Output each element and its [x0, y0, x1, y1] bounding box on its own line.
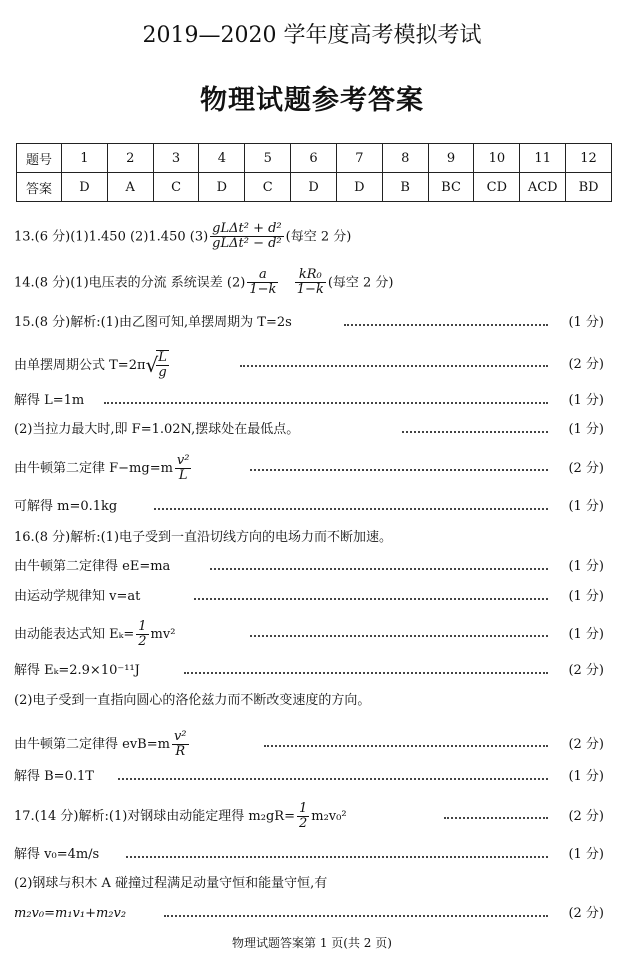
answer-cell: B [382, 173, 428, 202]
q13-line [14, 222, 612, 252]
answer-cell: D [199, 173, 245, 202]
q15-text-2-pre: 由单摆周期公式 T=2π [14, 357, 146, 373]
q16-text-4 [14, 618, 175, 652]
q16-score-2: (1 分) [568, 559, 604, 574]
answer-cell: C [245, 173, 291, 202]
question-number-cell: 7 [336, 144, 382, 173]
q15-sqrt-denominator: g [158, 365, 167, 380]
q13-fraction [210, 222, 283, 252]
answer-cell: BC [428, 173, 474, 202]
q15-line-6 [14, 496, 612, 518]
row-label-question: 题号 [17, 144, 62, 173]
q16-score-5: (2 分) [568, 663, 604, 678]
q15-line-4 [14, 419, 612, 441]
q16-text-7 [14, 728, 191, 762]
answer-key-title: 物理试题参考答案 [200, 85, 424, 116]
q17-line-1 [14, 800, 612, 834]
q15-text-3: 解得 L=1m [14, 393, 85, 408]
q16-line-2 [14, 556, 612, 578]
answer-cell: D [62, 173, 108, 202]
q17-line-2 [14, 844, 612, 866]
q13-numerator: gLΔt² + d² [212, 221, 282, 236]
q17-f-numerator: 1 [298, 800, 308, 816]
answer-table [16, 143, 612, 202]
question-number-cell: 6 [291, 144, 337, 173]
leader-dots [240, 365, 548, 367]
q15-fraction [175, 454, 192, 484]
q15-f-numerator: v² [176, 452, 190, 468]
q17-text-3: (2)钢球与积木 A 碰撞过程满足动量守恒和能量守恒,有 [14, 876, 328, 891]
leader-dots [444, 817, 548, 819]
radical-icon: √ [145, 353, 159, 377]
q16-line-5 [14, 660, 612, 682]
q17-text-1-post: m₂v₀² [311, 809, 347, 824]
q15-sqrt-numerator: L [158, 349, 167, 365]
q14-fraction-1 [247, 268, 278, 298]
q16-score-3: (1 分) [568, 589, 604, 604]
q15-f-denominator: L [178, 468, 188, 483]
q14-suffix: (每空 2 分) [327, 275, 394, 291]
q15-text-5-pre: 由牛顿第二定律 F−mg=m [14, 461, 173, 476]
q13-denominator: gLΔt² − d² [212, 236, 282, 252]
question-number-cell: 9 [428, 144, 474, 173]
q14-f2-numerator: kR₀ [295, 268, 326, 283]
q15-line-5 [14, 452, 612, 486]
q16-text-1: 16.(8 分)解析:(1)电子受到一直沿切线方向的电场力而不断加速。 [14, 530, 393, 545]
q16-line-4 [14, 618, 612, 652]
leader-dots [210, 568, 548, 570]
q17-score-4: (2 分) [568, 906, 604, 921]
question-number-cell: 12 [566, 144, 612, 173]
q16-fraction-2 [172, 730, 189, 760]
q17-text-4: m₂v₀=m₁v₁+m₂v₂ [14, 906, 127, 921]
question-number-cell: 1 [62, 144, 108, 173]
q17-score-1: (2 分) [568, 809, 604, 824]
q16-text-5: 解得 Eₖ=2.9×10⁻¹¹J [14, 663, 140, 678]
page-footer: 物理试题答案第 1 页(共 2 页) [232, 936, 392, 950]
q14-fraction-2 [295, 268, 326, 298]
q16-fraction [136, 620, 148, 650]
q16-text-4-post: mv² [150, 627, 176, 642]
leader-dots [118, 778, 548, 780]
question-number-cell: 5 [245, 144, 291, 173]
q16-line-3 [14, 586, 612, 608]
answer-cell: D [291, 173, 337, 202]
q16-text-2: 由牛顿第二定律得 eE=ma [14, 559, 171, 574]
exam-title: 2019—2020 学年度高考模拟考试 [142, 23, 482, 48]
q15-text-1: 15.(8 分)解析:(1)由乙图可知,单摆周期为 T=2s [14, 315, 292, 330]
answer-cell: CD [474, 173, 520, 202]
q16-text-8: 解得 B=0.1T [14, 769, 94, 784]
q16-score-8: (1 分) [568, 769, 604, 784]
q15-sqrt-fraction [156, 350, 169, 381]
leader-dots [264, 745, 548, 747]
q14-f2-denominator: 1−k [296, 282, 324, 298]
q15-text-6: 可解得 m=0.1kg [14, 499, 118, 514]
leader-dots [194, 598, 548, 600]
q15-score-3: (1 分) [568, 393, 604, 408]
leader-dots [402, 431, 548, 433]
q16-text-4-pre: 由动能表达式知 Eₖ= [14, 627, 135, 642]
question-number-cell: 3 [153, 144, 199, 173]
q16-f-denominator: 2 [138, 634, 147, 649]
leader-dots [250, 469, 548, 471]
q16-line-1 [14, 527, 612, 549]
q16-f-numerator: 1 [138, 618, 147, 634]
q15-score-6: (1 分) [568, 499, 604, 514]
q17-text-1-pre: 17.(14 分)解析:(1)对钢球由动能定理得 m₂gR= [14, 809, 295, 824]
question-number-cell: 11 [520, 144, 566, 173]
q15-line-3 [14, 390, 612, 412]
question-number-cell: 4 [199, 144, 245, 173]
q16-score-7: (2 分) [568, 737, 604, 752]
leader-dots [184, 672, 548, 674]
q13-suffix: (每空 2 分) [285, 229, 352, 245]
q17-line-4 [14, 903, 612, 925]
q16-text-6: (2)电子受到一直指向圆心的洛伦兹力而不断改变速度的方向。 [14, 693, 371, 708]
q14-line [14, 268, 612, 298]
q15-score-5: (2 分) [568, 461, 604, 476]
q16-f2-denominator: R [175, 744, 186, 759]
q16-line-6 [14, 690, 612, 712]
q16-line-7 [14, 728, 612, 762]
leader-dots [104, 402, 548, 404]
q17-line-3 [14, 873, 612, 895]
question-number-cell: 2 [107, 144, 153, 173]
leader-dots [126, 856, 548, 858]
q17-text-2: 解得 v₀=4m/s [14, 847, 100, 862]
q15-line-1 [14, 312, 612, 334]
q17-text-1 [14, 800, 347, 834]
row-label-answer: 答案 [17, 173, 62, 202]
q15-text-5 [14, 452, 193, 486]
leader-dots [154, 508, 548, 510]
q17-score-2: (1 分) [568, 847, 604, 862]
sqrt-sign [146, 348, 171, 383]
q14-f1-numerator: a [247, 268, 278, 283]
q14-prefix: 14.(8 分)(1)电压表的分流 系统误差 (2) [14, 275, 246, 291]
q16-f2-numerator: v² [173, 728, 187, 744]
q16-text-7-pre: 由牛顿第二定律得 evB=m [14, 737, 170, 752]
answer-cell: ACD [520, 173, 566, 202]
leader-dots [250, 635, 548, 637]
answer-cell: C [153, 173, 199, 202]
q15-score-1: (1 分) [568, 315, 604, 330]
answer-cell: D [336, 173, 382, 202]
q17-f-denominator: 2 [298, 816, 308, 831]
q13-prefix: 13.(6 分)(1)1.450 (2)1.450 (3) [14, 229, 209, 245]
q16-line-8 [14, 766, 612, 788]
question-number-cell: 8 [382, 144, 428, 173]
question-number-cell: 10 [474, 144, 520, 173]
q15-text-4: (2)当拉力最大时,即 F=1.02N,摆球处在最低点。 [14, 422, 300, 437]
q14-f1-denominator: 1−k [249, 282, 277, 298]
q16-score-4: (1 分) [568, 627, 604, 642]
q15-score-4: (1 分) [568, 422, 604, 437]
leader-dots [344, 324, 548, 326]
q15-line-2 [14, 348, 612, 382]
q17-fraction [297, 802, 309, 832]
q15-text-2 [14, 348, 171, 383]
leader-dots [164, 915, 548, 917]
answer-cell: A [107, 173, 153, 202]
answer-row [17, 173, 612, 202]
question-number-row [17, 144, 612, 173]
q15-score-2: (2 分) [568, 357, 604, 372]
q16-text-3: 由运动学规律知 v=at [14, 589, 141, 604]
answer-cell: BD [566, 173, 612, 202]
